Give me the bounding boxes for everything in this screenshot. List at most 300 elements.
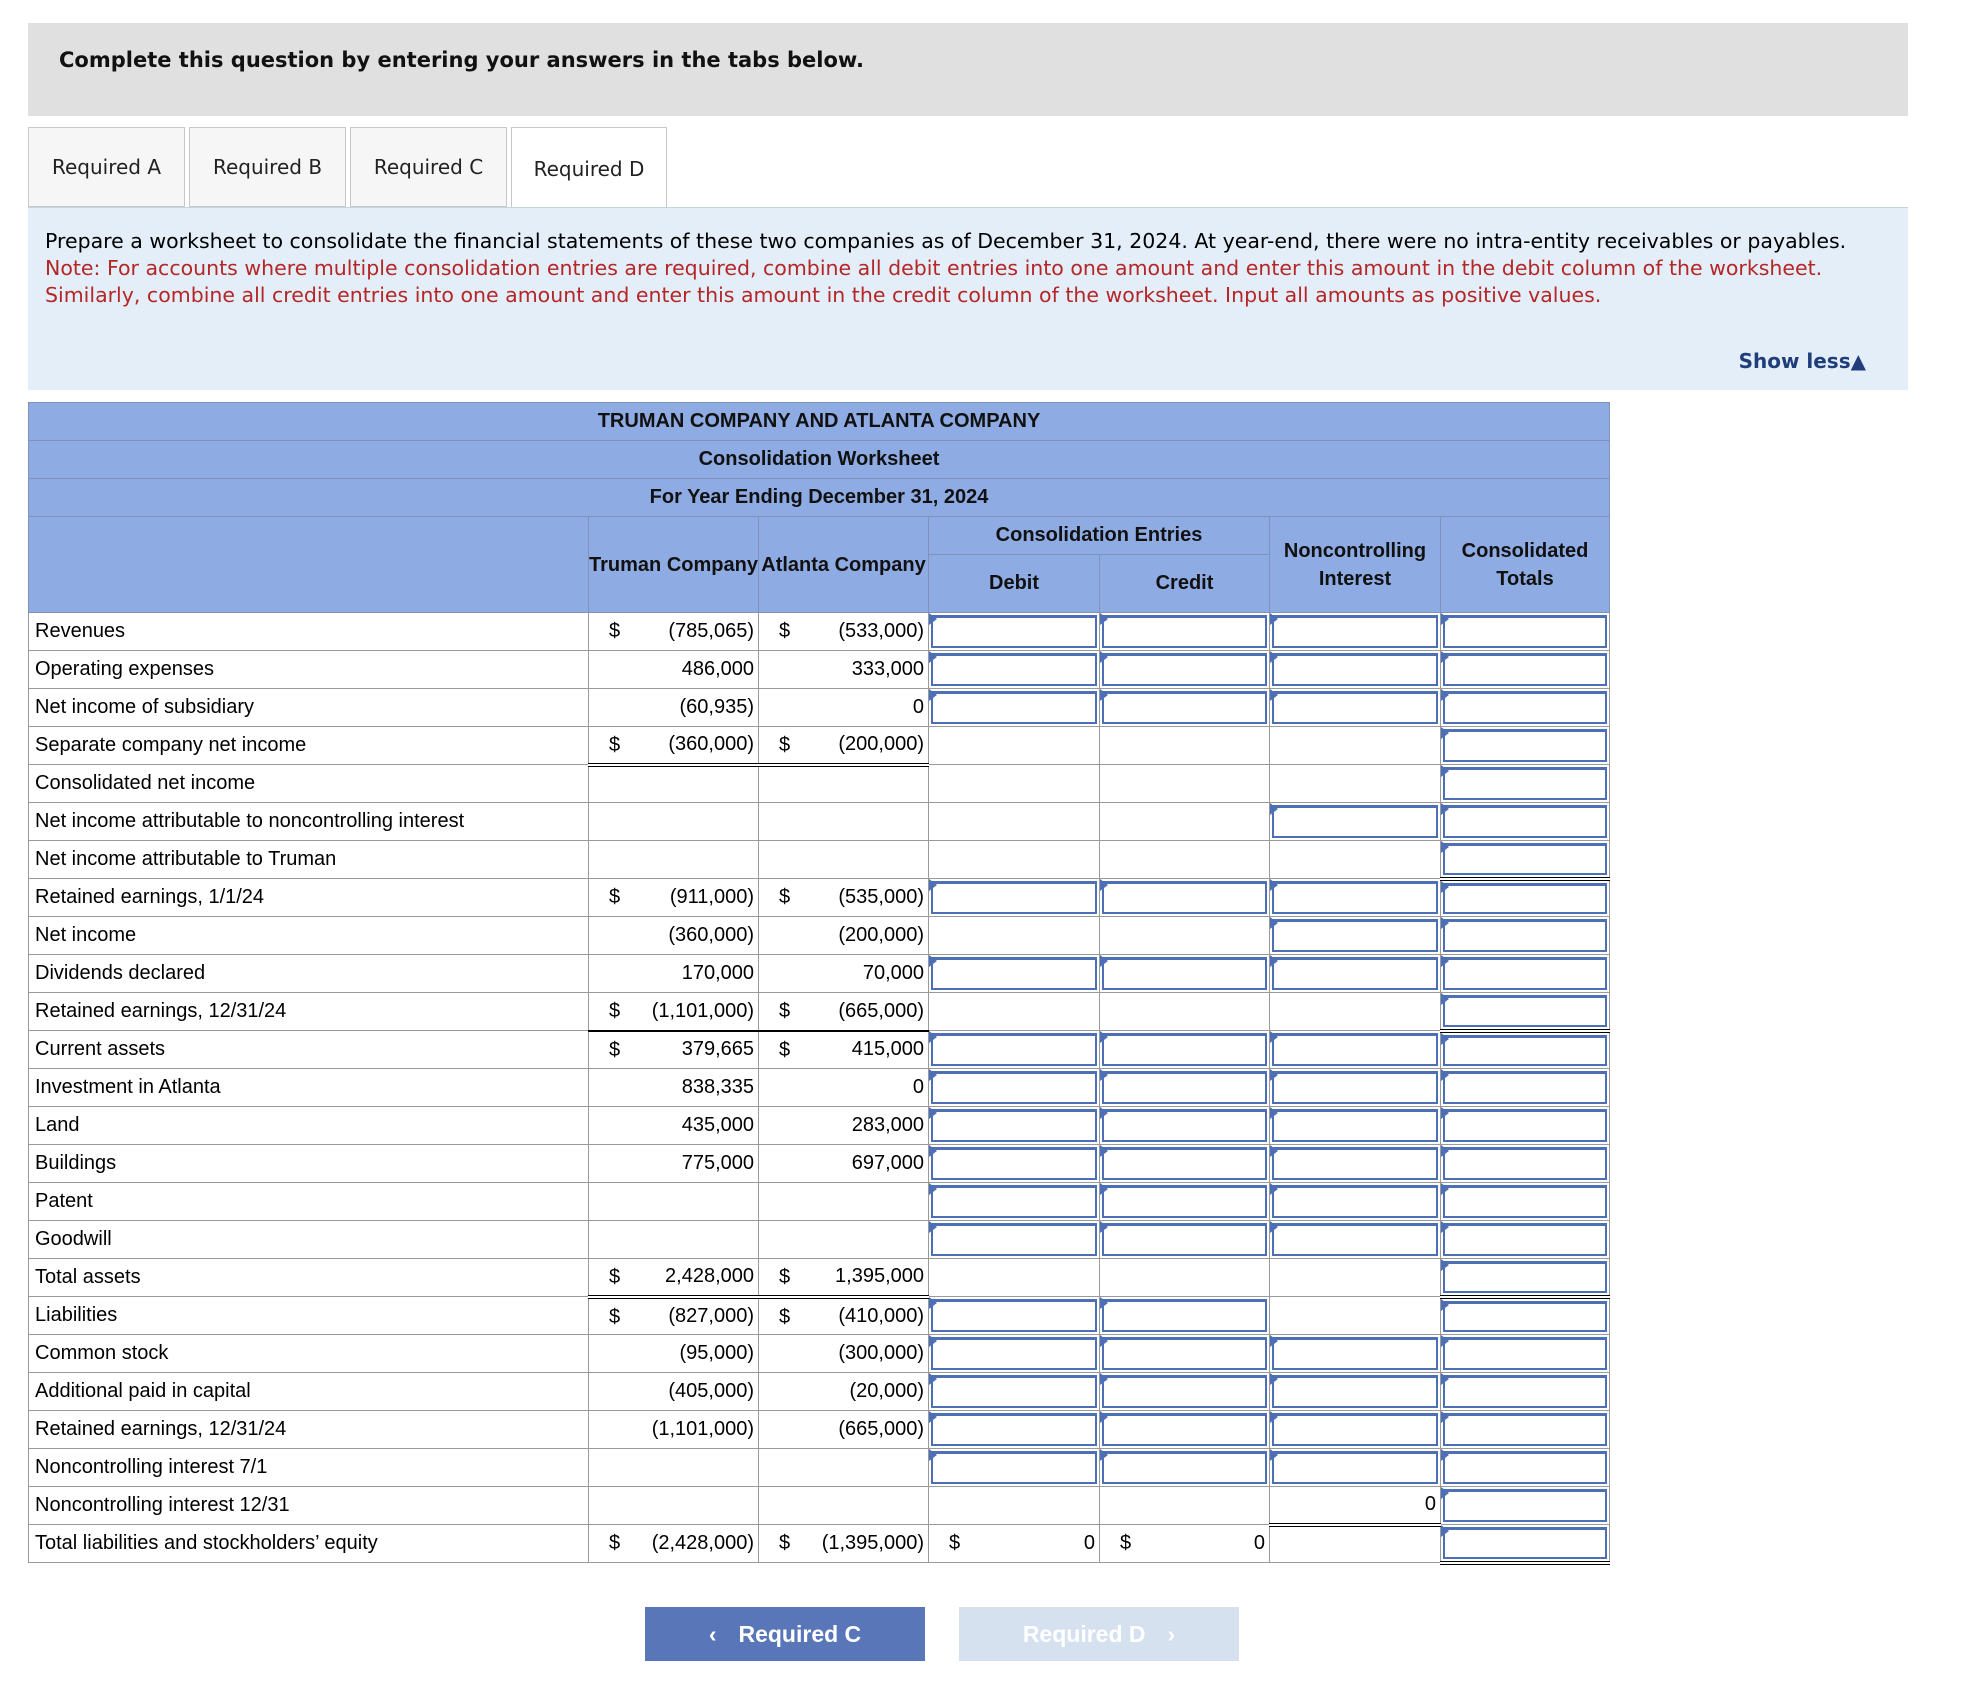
credit-input[interactable] (1100, 1107, 1270, 1145)
worksheet-title: TRUMAN COMPANY AND ATLANTA COMPANY (29, 403, 1610, 441)
row-label: Net income attributable to Truman (29, 841, 589, 879)
currency-symbol: $ (949, 1532, 961, 1554)
input-box[interactable] (1443, 1527, 1607, 1559)
nci-input[interactable] (1270, 651, 1441, 689)
nci-input[interactable] (1270, 1373, 1441, 1411)
empty-cell (1270, 765, 1441, 803)
input-marker-icon (1441, 1107, 1449, 1119)
input-box[interactable] (1102, 1109, 1267, 1142)
input-marker-icon (1270, 1373, 1278, 1385)
consolidated-total-input[interactable] (1441, 689, 1610, 727)
input-box[interactable] (1272, 1071, 1438, 1104)
debit-input[interactable] (929, 1335, 1100, 1373)
table-row (29, 1069, 1610, 1107)
nci-input[interactable] (1270, 613, 1441, 651)
input-box[interactable] (1443, 805, 1607, 838)
row-label: Retained earnings, 12/31/24 (29, 1411, 589, 1449)
nci-input[interactable] (1270, 689, 1441, 727)
empty-cell (1270, 841, 1441, 879)
debit-input[interactable] (929, 1411, 1100, 1449)
input-box[interactable] (1443, 1035, 1607, 1067)
nci-input[interactable] (1270, 879, 1441, 917)
consolidated-total-input[interactable] (1441, 1031, 1610, 1069)
input-box[interactable] (1443, 919, 1607, 952)
nci-input[interactable] (1270, 917, 1441, 955)
currency-symbol: $ (779, 1266, 791, 1288)
input-box[interactable] (1443, 653, 1607, 686)
input-box[interactable] (1272, 691, 1438, 724)
row-label: Total assets (29, 1259, 589, 1297)
credit-input[interactable] (1100, 1145, 1270, 1183)
show-less-link[interactable]: Show less▲ (1738, 349, 1866, 373)
truman-value (589, 1145, 759, 1183)
atlanta-value (759, 613, 929, 651)
input-marker-icon (1100, 1069, 1108, 1081)
nci-input[interactable] (1270, 1107, 1441, 1145)
input-box[interactable] (1272, 881, 1438, 914)
input-marker-icon (1270, 1449, 1278, 1461)
debit-input[interactable] (929, 1107, 1100, 1145)
input-box[interactable] (1443, 1071, 1607, 1104)
input-box[interactable] (1272, 957, 1438, 990)
nci-total: 0 (1270, 1487, 1441, 1525)
input-box[interactable] (1443, 1301, 1607, 1333)
debit-input[interactable] (929, 1297, 1100, 1335)
input-marker-icon (1270, 1411, 1278, 1423)
input-marker-icon (1100, 879, 1108, 891)
consolidated-total-input[interactable] (1441, 1335, 1610, 1373)
atlanta-value (759, 1221, 929, 1259)
debit-input[interactable] (929, 1449, 1100, 1487)
input-box[interactable] (1272, 919, 1438, 952)
input-box[interactable] (1443, 957, 1607, 990)
nci-input[interactable] (1270, 1031, 1441, 1069)
input-box[interactable] (1272, 1033, 1438, 1066)
tab-required-d[interactable]: Required D (511, 127, 667, 209)
input-marker-icon (1270, 1069, 1278, 1081)
empty-cell (1270, 1297, 1441, 1335)
input-box[interactable] (1443, 1147, 1607, 1180)
input-marker-icon (929, 955, 937, 967)
table-row (29, 841, 1610, 879)
input-box[interactable] (1102, 1147, 1267, 1180)
credit-input[interactable] (1100, 1031, 1270, 1069)
truman-value (589, 879, 759, 917)
table-row (29, 1031, 1610, 1069)
input-box[interactable] (1102, 957, 1267, 990)
input-box[interactable] (1272, 1147, 1438, 1180)
input-box[interactable] (1102, 1185, 1267, 1218)
consolidated-total-input[interactable] (1441, 879, 1610, 917)
input-box[interactable] (1443, 615, 1607, 648)
credit-input[interactable] (1100, 689, 1270, 727)
amount: (200,000) (838, 733, 924, 756)
truman-value (589, 993, 759, 1031)
input-box[interactable] (1443, 843, 1607, 875)
input-box[interactable] (1443, 1489, 1607, 1522)
input-marker-icon (1270, 613, 1278, 625)
nci-input[interactable] (1270, 955, 1441, 993)
input-box[interactable] (931, 1375, 1097, 1408)
row-label: Retained earnings, 12/31/24 (29, 993, 589, 1031)
prev-required-c-button[interactable] (645, 1607, 925, 1661)
input-box[interactable] (1102, 1451, 1267, 1484)
input-box[interactable] (1272, 1451, 1438, 1484)
consolidated-total-input[interactable] (1441, 993, 1610, 1031)
input-marker-icon (1441, 955, 1449, 967)
amount: 415,000 (851, 1038, 924, 1061)
input-box[interactable] (1102, 1299, 1267, 1332)
tab-required-b[interactable]: Required B (189, 127, 346, 207)
atlanta-value (759, 1107, 929, 1145)
empty-cell (1100, 993, 1270, 1031)
consolidated-total-input[interactable] (1441, 1221, 1610, 1259)
input-marker-icon (1441, 803, 1449, 815)
input-marker-icon (929, 1373, 937, 1385)
row-label: Noncontrolling interest 7/1 (29, 1449, 589, 1487)
credit-input[interactable] (1100, 1069, 1270, 1107)
input-box[interactable] (931, 1451, 1097, 1484)
truman-value (589, 917, 759, 955)
credit-input[interactable] (1100, 1183, 1270, 1221)
input-marker-icon (1100, 613, 1108, 625)
amount: (535,000) (838, 886, 924, 908)
input-marker-icon (929, 1449, 937, 1461)
amount: (665,000) (838, 999, 924, 1022)
input-box[interactable] (1272, 653, 1438, 686)
input-box[interactable] (931, 653, 1097, 686)
empty-cell (929, 917, 1100, 955)
atlanta-value (759, 1449, 929, 1487)
input-marker-icon (1441, 1335, 1449, 1347)
consolidation-worksheet (28, 402, 1610, 1565)
credit-input[interactable] (1100, 1411, 1270, 1449)
table-row (29, 651, 1610, 689)
consolidated-total-input[interactable] (1441, 1449, 1610, 1487)
row-label: Liabilities (29, 1297, 589, 1335)
input-box[interactable] (931, 1109, 1097, 1142)
nci-input[interactable] (1270, 1183, 1441, 1221)
credit-input[interactable] (1100, 651, 1270, 689)
input-box[interactable] (1272, 1185, 1438, 1218)
credit-input[interactable] (1100, 1297, 1270, 1335)
atlanta-value (759, 1525, 929, 1563)
input-marker-icon (929, 689, 937, 701)
atlanta-value (759, 727, 929, 765)
amount: 2,428,000 (665, 1265, 754, 1288)
debit-input[interactable] (929, 1069, 1100, 1107)
debit-input[interactable] (929, 1031, 1100, 1069)
empty-cell (1270, 1259, 1441, 1297)
input-marker-icon (1441, 613, 1449, 625)
input-marker-icon (1100, 1335, 1108, 1347)
amount: 70,000 (862, 962, 924, 984)
amount: (20,000) (849, 1380, 924, 1402)
input-box[interactable] (1443, 1261, 1607, 1293)
input-box[interactable] (1443, 1337, 1607, 1370)
input-box[interactable] (1443, 729, 1607, 762)
input-marker-icon (929, 1145, 937, 1157)
consolidated-total-input[interactable] (1441, 765, 1610, 803)
input-box[interactable] (1102, 691, 1267, 724)
consolidated-total-input[interactable] (1441, 1411, 1610, 1449)
empty-cell (1270, 1525, 1441, 1563)
currency-symbol: $ (609, 1305, 621, 1328)
debit-input[interactable] (929, 1183, 1100, 1221)
nci-input[interactable] (1270, 1449, 1441, 1487)
row-label: Net income of subsidiary (29, 689, 589, 727)
input-marker-icon (1270, 1221, 1278, 1233)
input-box[interactable] (1443, 883, 1607, 915)
input-box[interactable] (1443, 691, 1607, 724)
input-box[interactable] (1102, 1375, 1267, 1408)
input-marker-icon (1270, 1031, 1278, 1043)
worksheet-subtitle: Consolidation Worksheet (29, 441, 1610, 479)
tab-required-c[interactable]: Required C (350, 127, 507, 207)
debit-input[interactable] (929, 689, 1100, 727)
row-label: Additional paid in capital (29, 1373, 589, 1411)
truman-value (589, 1031, 759, 1069)
credit-input[interactable] (1100, 879, 1270, 917)
input-box[interactable] (931, 1223, 1097, 1256)
amount: (785,065) (668, 620, 754, 642)
row-label: Land (29, 1107, 589, 1145)
input-box[interactable] (931, 1185, 1097, 1218)
currency-symbol: $ (779, 1038, 791, 1061)
input-box[interactable] (931, 881, 1097, 914)
input-box[interactable] (1272, 1223, 1438, 1256)
input-box[interactable] (931, 1071, 1097, 1104)
row-label: Noncontrolling interest 12/31 (29, 1487, 589, 1525)
input-box[interactable] (1102, 1223, 1267, 1256)
input-marker-icon (1100, 1449, 1108, 1461)
consolidated-total-input[interactable] (1441, 917, 1610, 955)
amount: 697,000 (851, 1152, 924, 1174)
input-box[interactable] (1443, 1185, 1607, 1218)
consolidated-total-input[interactable] (1441, 1145, 1610, 1183)
input-box[interactable] (931, 1299, 1097, 1332)
debit-input[interactable] (929, 613, 1100, 651)
amount: 0 (1253, 1532, 1265, 1554)
credit-input[interactable] (1100, 613, 1270, 651)
row-label: Common stock (29, 1335, 589, 1373)
empty-cell (1270, 993, 1441, 1031)
amount: (1,101,000) (651, 999, 754, 1022)
truman-value (589, 1487, 759, 1525)
truman-value (589, 1183, 759, 1221)
credit-input[interactable] (1100, 1373, 1270, 1411)
row-label: Patent (29, 1183, 589, 1221)
tab-required-a[interactable]: Required A (28, 127, 185, 207)
currency-symbol: $ (609, 620, 621, 642)
input-box[interactable] (1443, 995, 1607, 1027)
currency-symbol: $ (779, 886, 791, 908)
input-marker-icon (1100, 1221, 1108, 1233)
input-box[interactable] (1272, 1375, 1438, 1408)
amount: (1,395,000) (821, 1532, 924, 1554)
input-box[interactable] (1272, 1413, 1438, 1446)
table-row (29, 955, 1610, 993)
consolidated-total-input[interactable] (1441, 1259, 1610, 1297)
table-row (29, 1297, 1610, 1335)
amount: (200,000) (838, 924, 924, 946)
input-marker-icon (1441, 881, 1449, 893)
truman-value (589, 955, 759, 993)
currency-symbol: $ (609, 1000, 621, 1022)
input-box[interactable] (1102, 1337, 1267, 1370)
table-row (29, 689, 1610, 727)
next-required-d-button[interactable] (959, 1607, 1239, 1661)
amount: 170,000 (681, 962, 754, 984)
truman-value (589, 803, 759, 841)
atlanta-value (759, 1411, 929, 1449)
col-nci-header: Noncontrolling Interest (1270, 517, 1441, 613)
debit-input[interactable] (929, 1221, 1100, 1259)
consolidated-total-input[interactable] (1441, 1373, 1610, 1411)
input-marker-icon (1441, 1221, 1449, 1233)
consolidated-total-input[interactable] (1441, 651, 1610, 689)
input-marker-icon (1100, 651, 1108, 663)
input-marker-icon (1441, 993, 1449, 1005)
input-box[interactable] (1443, 1451, 1607, 1484)
atlanta-value (759, 841, 929, 879)
truman-value (589, 841, 759, 879)
input-box[interactable] (1443, 1375, 1607, 1408)
input-box[interactable] (1272, 1109, 1438, 1142)
nci-input[interactable] (1270, 803, 1441, 841)
row-label: Total liabilities and stockholders’ equity (29, 1525, 589, 1563)
nci-input[interactable] (1270, 1069, 1441, 1107)
input-box[interactable] (931, 691, 1097, 724)
input-marker-icon (1441, 689, 1449, 701)
amount: (405,000) (668, 1380, 754, 1402)
input-marker-icon (929, 1183, 937, 1195)
amount: 1,395,000 (835, 1265, 924, 1288)
consolidated-total-input[interactable] (1441, 613, 1610, 651)
empty-cell (929, 993, 1100, 1031)
input-marker-icon (1441, 841, 1449, 853)
amount: (2,428,000) (651, 1532, 754, 1554)
nci-input[interactable] (1270, 1221, 1441, 1259)
amount: 283,000 (851, 1114, 924, 1136)
table-row (29, 1525, 1610, 1563)
input-box[interactable] (1102, 1413, 1267, 1446)
atlanta-value (759, 651, 929, 689)
input-box[interactable] (1443, 1223, 1607, 1256)
credit-input[interactable] (1100, 1221, 1270, 1259)
consolidated-total-input[interactable] (1441, 1183, 1610, 1221)
debit-input[interactable] (929, 651, 1100, 689)
credit-input[interactable] (1100, 955, 1270, 993)
input-box[interactable] (1443, 767, 1607, 800)
input-box[interactable] (1102, 1071, 1267, 1104)
input-box[interactable] (931, 1337, 1097, 1370)
currency-symbol: $ (609, 886, 621, 908)
table-row (29, 1183, 1610, 1221)
input-box[interactable] (1272, 1337, 1438, 1370)
consolidated-total-input[interactable] (1441, 841, 1610, 879)
input-box[interactable] (1102, 653, 1267, 686)
input-box[interactable] (1102, 1033, 1267, 1066)
input-box[interactable] (1272, 615, 1438, 648)
input-marker-icon (1441, 1373, 1449, 1385)
credit-input[interactable] (1100, 1335, 1270, 1373)
consolidated-total-input[interactable] (1441, 1107, 1610, 1145)
atlanta-value (759, 1487, 929, 1525)
currency-symbol: $ (609, 1266, 621, 1288)
input-marker-icon (1270, 879, 1278, 891)
input-marker-icon (1441, 1299, 1449, 1311)
currency-symbol: $ (609, 1038, 621, 1061)
input-box[interactable] (1443, 1109, 1607, 1142)
nci-input[interactable] (1270, 1145, 1441, 1183)
input-box[interactable] (931, 1147, 1097, 1180)
amount: (95,000) (679, 1342, 754, 1364)
input-box[interactable] (1102, 615, 1267, 648)
debit-input[interactable] (929, 1373, 1100, 1411)
debit-input[interactable] (929, 1145, 1100, 1183)
debit-input[interactable] (929, 955, 1100, 993)
total-credit (1100, 1525, 1270, 1563)
consolidated-total-input[interactable] (1441, 1487, 1610, 1525)
amount: 775,000 (681, 1152, 754, 1174)
input-marker-icon (1441, 1487, 1449, 1499)
amount: (533,000) (838, 620, 924, 642)
input-marker-icon (929, 651, 937, 663)
total-debit (929, 1525, 1100, 1563)
consolidated-total-input[interactable] (1441, 803, 1610, 841)
input-box[interactable] (1272, 805, 1438, 838)
table-row (29, 803, 1610, 841)
input-box[interactable] (931, 1033, 1097, 1066)
atlanta-value (759, 765, 929, 803)
table-row (29, 613, 1610, 651)
consolidated-total-input[interactable] (1441, 955, 1610, 993)
table-row (29, 1335, 1610, 1373)
atlanta-value (759, 1145, 929, 1183)
consolidated-total-input[interactable] (1441, 1297, 1610, 1335)
empty-cell (1100, 765, 1270, 803)
col-credit-header: Credit (1100, 555, 1270, 613)
currency-symbol: $ (779, 1000, 791, 1022)
input-box[interactable] (931, 615, 1097, 648)
credit-input[interactable] (1100, 1449, 1270, 1487)
amount: 486,000 (681, 658, 754, 680)
table-row (29, 1145, 1610, 1183)
row-label: Buildings (29, 1145, 589, 1183)
row-label: Goodwill (29, 1221, 589, 1259)
nci-input[interactable] (1270, 1411, 1441, 1449)
consolidated-total-input[interactable] (1441, 1525, 1610, 1563)
input-marker-icon (1100, 1297, 1108, 1309)
table-row (29, 917, 1610, 955)
currency-symbol: $ (779, 620, 791, 642)
atlanta-value (759, 1373, 929, 1411)
input-box[interactable] (1102, 881, 1267, 914)
atlanta-value (759, 1297, 929, 1335)
input-box[interactable] (1443, 1413, 1607, 1446)
instruction-banner (28, 23, 1908, 116)
atlanta-value (759, 917, 929, 955)
input-box[interactable] (931, 957, 1097, 990)
debit-input[interactable] (929, 879, 1100, 917)
input-marker-icon (929, 1107, 937, 1119)
input-box[interactable] (931, 1413, 1097, 1446)
consolidated-total-input[interactable] (1441, 1069, 1610, 1107)
nci-input[interactable] (1270, 1335, 1441, 1373)
row-label: Operating expenses (29, 651, 589, 689)
consolidated-total-input[interactable] (1441, 727, 1610, 765)
